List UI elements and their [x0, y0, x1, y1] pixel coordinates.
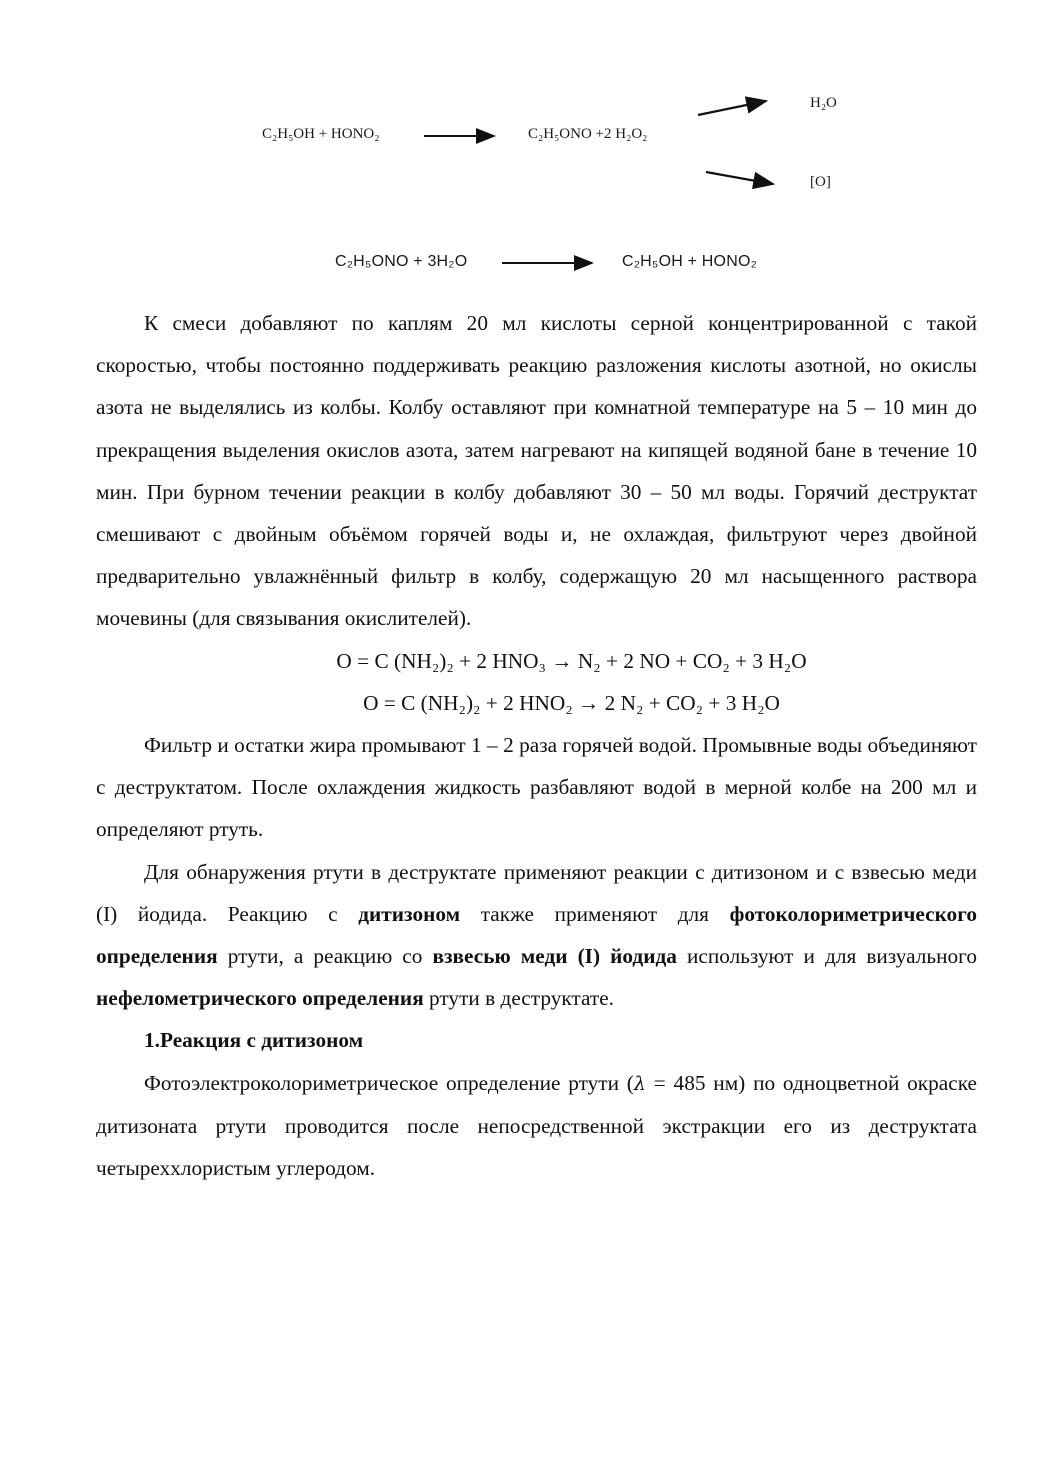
scheme1-reactants: C₂H₅OH + HONO₂ — [262, 126, 380, 142]
p3-text-3: ртути, а реакцию со — [217, 944, 433, 969]
body-text — [96, 302, 977, 1189]
scheme1-branch-up: H₂O — [810, 95, 837, 111]
scheme2-reactants: C₂H₅ONO + 3H₂O — [335, 253, 468, 270]
equation-2: O = C (NH₂)₂ + 2 HNO₂ → 2 N₂ + CO₂ + 3 H₂O — [363, 690, 780, 715]
section-heading: 1.Реакция с дитизоном — [144, 1028, 364, 1053]
p3-bold-copper-iodide: взвесью меди (I) йодида — [432, 944, 677, 969]
p3-bold-nephelometric: нефелометрического определения — [96, 986, 424, 1011]
p4-text-1: Фотоэлектроколориметрическое определение ртути ( — [144, 1070, 634, 1095]
p3-bold-dithizone: дитизоном — [358, 901, 461, 926]
arrow-scheme1-up — [698, 101, 766, 115]
scheme1-branch-down: [O] — [810, 174, 831, 190]
p3-text-2: также применяют для — [460, 901, 730, 926]
p4-text-2: = 485 нм) по одноцветной окраске дитизоната ртути проводится после непосредственной экстракции его из деструктата четыреххлористым углеродом. — [96, 1070, 977, 1181]
p3-bold-photocolorimetric: фотоколориметрического определения — [96, 901, 977, 969]
p3-text-5: ртути в деструктате. — [423, 986, 614, 1011]
arrow-scheme1-down — [706, 172, 773, 184]
equation-1: O = C (NH₂)₂ + 2 HNO₃ → N₂ + 2 NO + CO₂ + 3 H₂O — [336, 648, 807, 673]
p3-text-4: используют и для визуального — [676, 944, 977, 969]
scheme1-products: C₂H₅ONO +2 H₂O₂ — [528, 126, 648, 142]
paragraph-2: Фильтр и остатки жира промывают 1 – 2 раза горячей водой. Промывные воды объединяют с деструктатом. После охлаждения жидкость разбавляют водой в мерной колбе на 200 мл и определяют ртуть. — [96, 733, 977, 842]
p3-text-1: Для обнаружения ртути в деструктате применяют реакции с дитизоном и с взвесью меди (I) йодида. Реакцию с — [96, 859, 977, 926]
reaction-arrows — [0, 0, 1039, 300]
paragraph-3 — [96, 851, 977, 1020]
paragraph-4 — [96, 1062, 977, 1190]
paragraph-1: К смеси добавляют по каплям 20 мл кислоты серной концентрированной с такой скоростью, чтобы постоянно поддерживать реакцию разложения кислоты азотной, но окислы азота не выделялись из колбы. Колбу оставляют при комнатной температуре на 5 – 10 мин до прекращения выделения окислов азота, затем нагревают на кипящей водяной бане в течение 10 мин. При бурном течении реакции в колбу добавляют 30 – 50 мл воды. Горячий деструктат смешивают с двойным объёмом горячей воды и, не охлаждая, фильтруют через двойной предварительно увлажнённый фильтр в колбу, содержащую 20 мл насыщенного раствора мочевины (для связывания окислителей). — [96, 311, 977, 631]
scheme2-products: C₂H₅OH + HONO₂ — [622, 253, 758, 270]
lambda-symbol: λ — [633, 1072, 646, 1095]
